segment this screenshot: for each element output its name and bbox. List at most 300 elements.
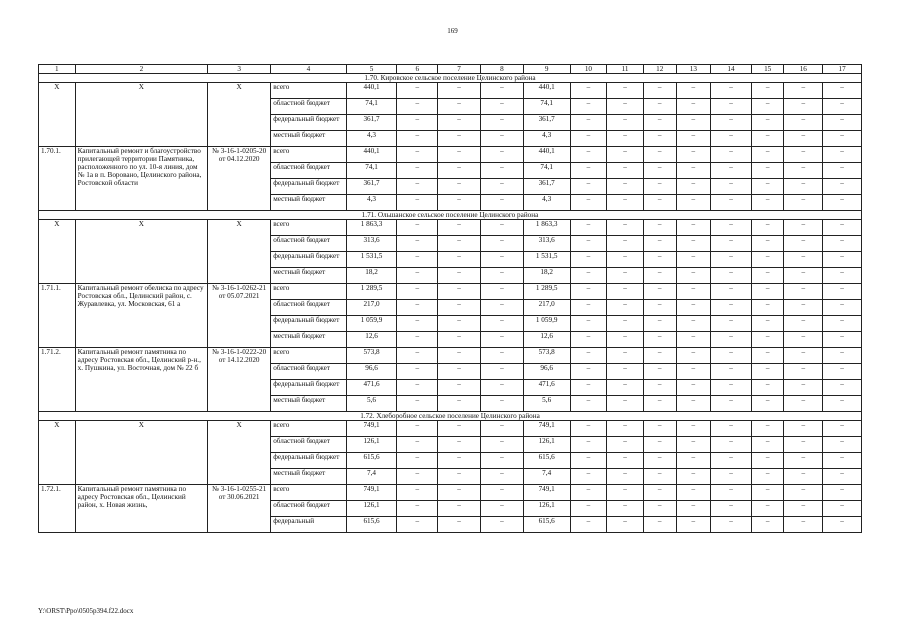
empty-dash-cell: – <box>643 501 676 517</box>
empty-dash-cell: – <box>570 348 607 364</box>
empty-dash-cell: – <box>480 83 523 99</box>
empty-dash-cell: – <box>480 485 523 501</box>
budget-table <box>38 64 862 533</box>
empty-dash-cell: – <box>751 268 784 284</box>
empty-dash-cell: – <box>607 99 644 115</box>
amount-col-9: 615,6 <box>523 453 570 469</box>
empty-dash-cell: – <box>676 316 711 332</box>
empty-dash-cell: – <box>643 252 676 268</box>
column-number-cell: 14 <box>711 65 752 74</box>
empty-dash-cell: – <box>643 195 676 211</box>
agreement-number: № 3-16-1-0255-21 от 30.06.2021 <box>208 485 271 533</box>
empty-dash-cell: – <box>711 380 752 396</box>
empty-dash-cell: – <box>438 421 481 437</box>
empty-dash-cell: – <box>438 364 481 380</box>
empty-dash-cell: – <box>480 316 523 332</box>
empty-dash-cell: – <box>751 236 784 252</box>
empty-dash-cell: – <box>607 348 644 364</box>
column-number-cell: 15 <box>751 65 784 74</box>
empty-dash-cell: – <box>676 332 711 348</box>
column-number-cell: 12 <box>643 65 676 74</box>
funding-source: местный бюджет <box>271 268 346 284</box>
amount-col-9: 361,7 <box>523 179 570 195</box>
empty-dash-cell: – <box>784 268 823 284</box>
item-number: X <box>39 220 76 284</box>
empty-dash-cell: – <box>397 364 438 380</box>
empty-dash-cell: – <box>711 396 752 412</box>
empty-dash-cell: – <box>570 380 607 396</box>
empty-dash-cell: – <box>711 300 752 316</box>
empty-dash-cell: – <box>676 284 711 300</box>
empty-dash-cell: – <box>397 396 438 412</box>
empty-dash-cell: – <box>480 300 523 316</box>
empty-dash-cell: – <box>784 195 823 211</box>
empty-dash-cell: – <box>751 316 784 332</box>
empty-dash-cell: – <box>480 501 523 517</box>
empty-dash-cell: – <box>711 179 752 195</box>
empty-dash-cell: – <box>570 316 607 332</box>
empty-dash-cell: – <box>480 252 523 268</box>
empty-dash-cell: – <box>784 147 823 163</box>
empty-dash-cell: – <box>397 268 438 284</box>
empty-dash-cell: – <box>711 99 752 115</box>
empty-dash-cell: – <box>784 316 823 332</box>
empty-dash-cell: – <box>480 380 523 396</box>
empty-dash-cell: – <box>823 268 862 284</box>
empty-dash-cell: – <box>438 131 481 147</box>
empty-dash-cell: – <box>607 131 644 147</box>
empty-dash-cell: – <box>784 485 823 501</box>
empty-dash-cell: – <box>711 501 752 517</box>
object-description: X <box>75 83 207 147</box>
amount-col-9: 217,0 <box>523 300 570 316</box>
empty-dash-cell: – <box>784 99 823 115</box>
empty-dash-cell: – <box>397 195 438 211</box>
empty-dash-cell: – <box>438 252 481 268</box>
empty-dash-cell: – <box>397 284 438 300</box>
empty-dash-cell: – <box>676 396 711 412</box>
empty-dash-cell: – <box>711 453 752 469</box>
section-title: 1.71. Ольшанское сельское поселение Целинского района <box>39 211 862 220</box>
empty-dash-cell: – <box>784 163 823 179</box>
funding-source: федеральный бюджет <box>271 179 346 195</box>
file-path-footer: Y:\ORST\Ppo\0505p394.f22.docx <box>38 607 134 615</box>
empty-dash-cell: – <box>643 469 676 485</box>
empty-dash-cell: – <box>643 348 676 364</box>
amount-total: 126,1 <box>346 501 397 517</box>
funding-source: областной бюджет <box>271 163 346 179</box>
empty-dash-cell: – <box>676 99 711 115</box>
section-title-row <box>39 74 862 83</box>
empty-dash-cell: – <box>438 437 481 453</box>
empty-dash-cell: – <box>823 316 862 332</box>
empty-dash-cell: – <box>438 195 481 211</box>
empty-dash-cell: – <box>784 220 823 236</box>
amount-col-9: 4,3 <box>523 195 570 211</box>
empty-dash-cell: – <box>784 501 823 517</box>
funding-source: федеральный бюджет <box>271 252 346 268</box>
table-row <box>39 485 862 501</box>
empty-dash-cell: – <box>607 147 644 163</box>
funding-source: областной бюджет <box>271 99 346 115</box>
empty-dash-cell: – <box>570 517 607 533</box>
empty-dash-cell: – <box>823 421 862 437</box>
empty-dash-cell: – <box>570 131 607 147</box>
table-row <box>39 348 862 364</box>
empty-dash-cell: – <box>823 163 862 179</box>
empty-dash-cell: – <box>570 469 607 485</box>
amount-col-9: 440,1 <box>523 147 570 163</box>
amount-col-9: 615,6 <box>523 517 570 533</box>
empty-dash-cell: – <box>570 195 607 211</box>
amount-total: 471,6 <box>346 380 397 396</box>
empty-dash-cell: – <box>784 469 823 485</box>
object-description: X <box>75 220 207 284</box>
empty-dash-cell: – <box>643 268 676 284</box>
empty-dash-cell: – <box>751 501 784 517</box>
empty-dash-cell: – <box>711 316 752 332</box>
empty-dash-cell: – <box>480 236 523 252</box>
empty-dash-cell: – <box>676 380 711 396</box>
empty-dash-cell: – <box>676 348 711 364</box>
empty-dash-cell: – <box>643 517 676 533</box>
amount-total: 12,6 <box>346 332 397 348</box>
empty-dash-cell: – <box>784 236 823 252</box>
empty-dash-cell: – <box>397 501 438 517</box>
empty-dash-cell: – <box>397 115 438 131</box>
amount-total: 615,6 <box>346 453 397 469</box>
empty-dash-cell: – <box>676 252 711 268</box>
empty-dash-cell: – <box>676 364 711 380</box>
empty-dash-cell: – <box>643 380 676 396</box>
empty-dash-cell: – <box>643 179 676 195</box>
empty-dash-cell: – <box>751 396 784 412</box>
amount-col-9: 96,6 <box>523 364 570 380</box>
empty-dash-cell: – <box>676 115 711 131</box>
column-number-row <box>39 65 862 74</box>
empty-dash-cell: – <box>751 179 784 195</box>
funding-source: местный бюджет <box>271 195 346 211</box>
empty-dash-cell: – <box>784 421 823 437</box>
item-number: X <box>39 83 76 147</box>
empty-dash-cell: – <box>480 131 523 147</box>
empty-dash-cell: – <box>607 332 644 348</box>
empty-dash-cell: – <box>438 115 481 131</box>
empty-dash-cell: – <box>397 332 438 348</box>
empty-dash-cell: – <box>570 421 607 437</box>
empty-dash-cell: – <box>397 421 438 437</box>
empty-dash-cell: – <box>607 364 644 380</box>
amount-col-9: 440,1 <box>523 83 570 99</box>
funding-source: областной бюджет <box>271 501 346 517</box>
empty-dash-cell: – <box>784 453 823 469</box>
empty-dash-cell: – <box>570 236 607 252</box>
amount-col-9: 126,1 <box>523 501 570 517</box>
empty-dash-cell: – <box>711 268 752 284</box>
funding-source: областной бюджет <box>271 437 346 453</box>
table-row <box>39 284 862 300</box>
empty-dash-cell: – <box>823 99 862 115</box>
empty-dash-cell: – <box>397 348 438 364</box>
empty-dash-cell: – <box>480 99 523 115</box>
funding-source: всего <box>271 284 346 300</box>
empty-dash-cell: – <box>676 501 711 517</box>
section-title-row <box>39 211 862 220</box>
funding-source: федеральный бюджет <box>271 380 346 396</box>
empty-dash-cell: – <box>751 380 784 396</box>
empty-dash-cell: – <box>823 147 862 163</box>
empty-dash-cell: – <box>480 195 523 211</box>
empty-dash-cell: – <box>751 220 784 236</box>
empty-dash-cell: – <box>397 380 438 396</box>
amount-total: 1 289,5 <box>346 284 397 300</box>
table-row <box>39 421 862 437</box>
funding-source: местный бюджет <box>271 131 346 147</box>
empty-dash-cell: – <box>751 469 784 485</box>
empty-dash-cell: – <box>438 453 481 469</box>
amount-col-9: 361,7 <box>523 115 570 131</box>
section-title: 1.72. Хлеборобное сельское поселение Целинского района <box>39 412 862 421</box>
empty-dash-cell: – <box>397 469 438 485</box>
object-description: Капитальный ремонт обелиска по адресу Ростовская обл., Целинский район, с. Журавлевка, ул. Московская, 61 а <box>75 284 207 348</box>
amount-col-9: 74,1 <box>523 99 570 115</box>
empty-dash-cell: – <box>823 332 862 348</box>
empty-dash-cell: – <box>438 348 481 364</box>
table-row <box>39 147 862 163</box>
funding-source: всего <box>271 485 346 501</box>
empty-dash-cell: – <box>397 300 438 316</box>
empty-dash-cell: – <box>676 421 711 437</box>
agreement-number: № 3-16-1-0205-20 от 04.12.2020 <box>208 147 271 211</box>
amount-col-9: 1 059,9 <box>523 316 570 332</box>
agreement-number: X <box>208 220 271 284</box>
empty-dash-cell: – <box>751 163 784 179</box>
empty-dash-cell: – <box>676 131 711 147</box>
empty-dash-cell: – <box>397 99 438 115</box>
column-number-cell: 9 <box>523 65 570 74</box>
amount-total: 126,1 <box>346 437 397 453</box>
empty-dash-cell: – <box>397 453 438 469</box>
empty-dash-cell: – <box>823 380 862 396</box>
empty-dash-cell: – <box>480 517 523 533</box>
empty-dash-cell: – <box>823 220 862 236</box>
empty-dash-cell: – <box>438 284 481 300</box>
empty-dash-cell: – <box>711 163 752 179</box>
empty-dash-cell: – <box>823 284 862 300</box>
funding-source: местный бюджет <box>271 396 346 412</box>
amount-col-9: 749,1 <box>523 485 570 501</box>
empty-dash-cell: – <box>607 268 644 284</box>
empty-dash-cell: – <box>480 268 523 284</box>
empty-dash-cell: – <box>570 252 607 268</box>
empty-dash-cell: – <box>438 501 481 517</box>
empty-dash-cell: – <box>397 179 438 195</box>
empty-dash-cell: – <box>751 517 784 533</box>
empty-dash-cell: – <box>570 501 607 517</box>
empty-dash-cell: – <box>823 396 862 412</box>
amount-total: 1 863,3 <box>346 220 397 236</box>
empty-dash-cell: – <box>438 396 481 412</box>
empty-dash-cell: – <box>643 453 676 469</box>
empty-dash-cell: – <box>397 252 438 268</box>
empty-dash-cell: – <box>397 316 438 332</box>
empty-dash-cell: – <box>751 421 784 437</box>
amount-total: 573,8 <box>346 348 397 364</box>
amount-total: 96,6 <box>346 364 397 380</box>
empty-dash-cell: – <box>643 163 676 179</box>
amount-col-9: 1 531,5 <box>523 252 570 268</box>
empty-dash-cell: – <box>397 517 438 533</box>
empty-dash-cell: – <box>643 332 676 348</box>
empty-dash-cell: – <box>711 252 752 268</box>
empty-dash-cell: – <box>823 252 862 268</box>
amount-total: 1 531,5 <box>346 252 397 268</box>
empty-dash-cell: – <box>751 131 784 147</box>
item-number: X <box>39 421 76 485</box>
empty-dash-cell: – <box>438 179 481 195</box>
empty-dash-cell: – <box>570 220 607 236</box>
amount-col-9: 4,3 <box>523 131 570 147</box>
empty-dash-cell: – <box>711 236 752 252</box>
column-number-cell: 16 <box>784 65 823 74</box>
empty-dash-cell: – <box>570 300 607 316</box>
column-number-cell: 11 <box>607 65 644 74</box>
empty-dash-cell: – <box>570 453 607 469</box>
empty-dash-cell: – <box>607 453 644 469</box>
empty-dash-cell: – <box>570 332 607 348</box>
amount-col-9: 749,1 <box>523 421 570 437</box>
empty-dash-cell: – <box>643 115 676 131</box>
empty-dash-cell: – <box>607 284 644 300</box>
empty-dash-cell: – <box>397 131 438 147</box>
empty-dash-cell: – <box>784 252 823 268</box>
empty-dash-cell: – <box>751 453 784 469</box>
empty-dash-cell: – <box>751 485 784 501</box>
column-number-cell: 1 <box>39 65 76 74</box>
empty-dash-cell: – <box>570 99 607 115</box>
empty-dash-cell: – <box>480 437 523 453</box>
funding-source: областной бюджет <box>271 300 346 316</box>
empty-dash-cell: – <box>823 348 862 364</box>
empty-dash-cell: – <box>570 83 607 99</box>
empty-dash-cell: – <box>607 252 644 268</box>
empty-dash-cell: – <box>751 115 784 131</box>
empty-dash-cell: – <box>607 236 644 252</box>
empty-dash-cell: – <box>607 485 644 501</box>
empty-dash-cell: – <box>784 83 823 99</box>
empty-dash-cell: – <box>676 195 711 211</box>
empty-dash-cell: – <box>823 131 862 147</box>
empty-dash-cell: – <box>480 220 523 236</box>
empty-dash-cell: – <box>676 469 711 485</box>
empty-dash-cell: – <box>607 469 644 485</box>
budget-table-container <box>38 64 862 533</box>
empty-dash-cell: – <box>751 83 784 99</box>
empty-dash-cell: – <box>480 332 523 348</box>
item-number: 1.71.1. <box>39 284 76 348</box>
funding-source: всего <box>271 348 346 364</box>
empty-dash-cell: – <box>397 220 438 236</box>
empty-dash-cell: – <box>397 147 438 163</box>
column-number-cell: 4 <box>271 65 346 74</box>
empty-dash-cell: – <box>480 284 523 300</box>
funding-source: всего <box>271 421 346 437</box>
empty-dash-cell: – <box>607 163 644 179</box>
empty-dash-cell: – <box>784 332 823 348</box>
amount-col-9: 1 289,5 <box>523 284 570 300</box>
empty-dash-cell: – <box>397 437 438 453</box>
empty-dash-cell: – <box>643 236 676 252</box>
empty-dash-cell: – <box>607 83 644 99</box>
empty-dash-cell: – <box>751 147 784 163</box>
empty-dash-cell: – <box>607 421 644 437</box>
empty-dash-cell: – <box>643 485 676 501</box>
empty-dash-cell: – <box>823 83 862 99</box>
empty-dash-cell: – <box>643 316 676 332</box>
empty-dash-cell: – <box>607 179 644 195</box>
empty-dash-cell: – <box>607 396 644 412</box>
empty-dash-cell: – <box>643 300 676 316</box>
empty-dash-cell: – <box>643 396 676 412</box>
empty-dash-cell: – <box>643 99 676 115</box>
funding-source: местный бюджет <box>271 332 346 348</box>
empty-dash-cell: – <box>480 179 523 195</box>
column-number-cell: 10 <box>570 65 607 74</box>
empty-dash-cell: – <box>570 284 607 300</box>
empty-dash-cell: – <box>711 220 752 236</box>
column-number-cell: 8 <box>480 65 523 74</box>
item-number: 1.71.2. <box>39 348 76 412</box>
funding-source: федеральный бюджет <box>271 316 346 332</box>
amount-total: 7,4 <box>346 469 397 485</box>
empty-dash-cell: – <box>643 220 676 236</box>
column-number-cell: 7 <box>438 65 481 74</box>
empty-dash-cell: – <box>784 348 823 364</box>
empty-dash-cell: – <box>711 332 752 348</box>
amount-total: 749,1 <box>346 421 397 437</box>
empty-dash-cell: – <box>438 147 481 163</box>
empty-dash-cell: – <box>711 517 752 533</box>
empty-dash-cell: – <box>570 396 607 412</box>
empty-dash-cell: – <box>607 380 644 396</box>
empty-dash-cell: – <box>676 179 711 195</box>
amount-total: 4,3 <box>346 131 397 147</box>
empty-dash-cell: – <box>438 517 481 533</box>
amount-total: 440,1 <box>346 83 397 99</box>
amount-col-9: 573,8 <box>523 348 570 364</box>
empty-dash-cell: – <box>438 380 481 396</box>
empty-dash-cell: – <box>784 364 823 380</box>
amount-total: 5,6 <box>346 396 397 412</box>
amount-total: 615,6 <box>346 517 397 533</box>
object-description: Капитальный ремонт памятника по адресу Ростовская обл., Целинский р-н., х. Пушкина, ул. Восточная, дом № 22 б <box>75 348 207 412</box>
empty-dash-cell: – <box>480 421 523 437</box>
amount-col-9: 313,6 <box>523 236 570 252</box>
amount-total: 361,7 <box>346 115 397 131</box>
empty-dash-cell: – <box>823 485 862 501</box>
empty-dash-cell: – <box>438 268 481 284</box>
empty-dash-cell: – <box>676 163 711 179</box>
agreement-number: X <box>208 421 271 485</box>
column-number-cell: 17 <box>823 65 862 74</box>
section-title-row <box>39 412 862 421</box>
table-row <box>39 220 862 236</box>
empty-dash-cell: – <box>438 236 481 252</box>
empty-dash-cell: – <box>711 195 752 211</box>
empty-dash-cell: – <box>823 501 862 517</box>
empty-dash-cell: – <box>751 348 784 364</box>
empty-dash-cell: – <box>480 147 523 163</box>
